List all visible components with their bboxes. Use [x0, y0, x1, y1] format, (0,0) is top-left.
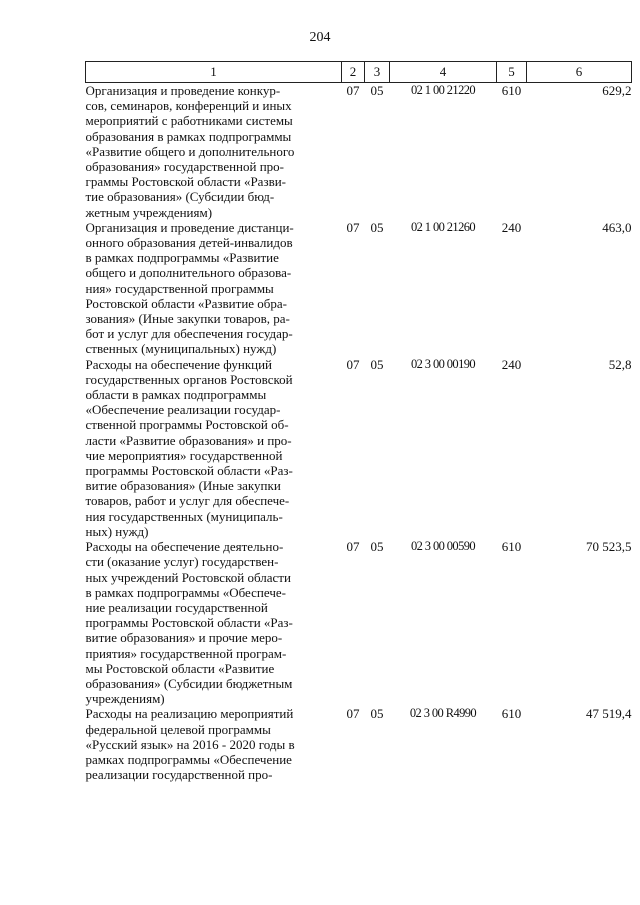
row-target-article: 02 1 00 21260: [410, 219, 476, 234]
row-section: 07: [346, 83, 360, 98]
column-header-6: 6: [527, 62, 632, 83]
row-expense-type: 610: [501, 539, 522, 555]
table-row: [86, 220, 632, 357]
row-subsection: 05: [370, 83, 384, 98]
row-expense-type: 610: [501, 83, 522, 98]
row-amount: 70 523,5: [586, 539, 632, 555]
row-target-article: 02 1 00 21220: [410, 83, 476, 97]
row-target-article: 02 3 00 00590: [410, 539, 476, 554]
row-subsection: 05: [370, 356, 384, 372]
row-description: Расходы на обеспечение функций государственных органов Ростовской области в рамках подпрограммы «Обеспечение реализации государ- ственной программы Ростовской об- ласти «Развитие образования» и про- чие мероприятия» государственной программы Ростовской области «Раз- витие образования» (Иные закупки товаров, работ и услуг для обеспече- ния государственных (муниципаль- ных) нужд): [85, 356, 293, 539]
row-description: Расходы на обеспечение деятельно- сти (оказание услуг) государствен- ных учреждений Ростовской области в рамках подпрограммы «Обеспече- ние реализации государственной программы Ростовской области «Раз- витие образования» и прочие меро- приятия» государственной програм- мы Ростовской области «Развитие образования» (Субсидии бюджетным учреждениям): [85, 539, 293, 707]
table-row: [86, 357, 632, 539]
column-header-3: 3: [365, 62, 390, 83]
row-subsection: 05: [370, 539, 384, 555]
table-row: [86, 706, 632, 782]
table-row: [86, 83, 632, 220]
column-header-2: 2: [342, 62, 365, 83]
page-number: 204: [309, 30, 331, 45]
row-target-article: 02 3 00 R4990: [409, 706, 477, 721]
row-target-article: 02 3 00 00190: [410, 356, 476, 371]
row-section: 07: [346, 539, 360, 555]
table-header-row: [86, 62, 632, 83]
column-header-5: 5: [497, 62, 527, 83]
row-section: 07: [346, 706, 360, 722]
row-amount: 463,0: [602, 219, 632, 235]
row-description: Расходы на реализацию мероприятий федеральной целевой программы «Русский язык» на 2016 - 2020 годы в рамках подпрограммы «Обеспечение реализации государственной про-: [85, 706, 295, 783]
table-row: [86, 539, 632, 706]
row-description: Организация и проведение конкур- сов, семинаров, конференций и иных мероприятий с работниками системы образования в рамках подпрограммы «Развитие общего и дополнительного образования» государственной про- граммы Ростовской области «Разви- тие образования» (Субсидии бюд- жетным учреждениям): [85, 83, 295, 220]
budget-table: [85, 61, 632, 782]
row-subsection: 05: [370, 706, 384, 722]
row-section: 07: [346, 219, 360, 235]
row-expense-type: 610: [501, 706, 522, 722]
row-expense-type: 240: [501, 219, 522, 235]
row-amount: 629,2: [602, 83, 632, 98]
row-amount: 47 519,4: [586, 706, 632, 722]
row-subsection: 05: [370, 219, 384, 235]
row-description: Организация и проведение дистанци- онного образования детей-инвалидов в рамках подпрограммы «Развитие общего и дополнительного образова- ния» государственной программы Ростовской области «Развитие обра- зования» (Иные закупки товаров, ра- бот и услуг для обеспечения государ- ственных (муниципальных) нужд): [85, 219, 294, 357]
row-amount: 52,8: [608, 356, 632, 372]
row-section: 07: [346, 356, 360, 372]
column-header-4: 4: [390, 62, 497, 83]
column-header-1: 1: [86, 62, 342, 83]
row-expense-type: 240: [501, 356, 522, 372]
